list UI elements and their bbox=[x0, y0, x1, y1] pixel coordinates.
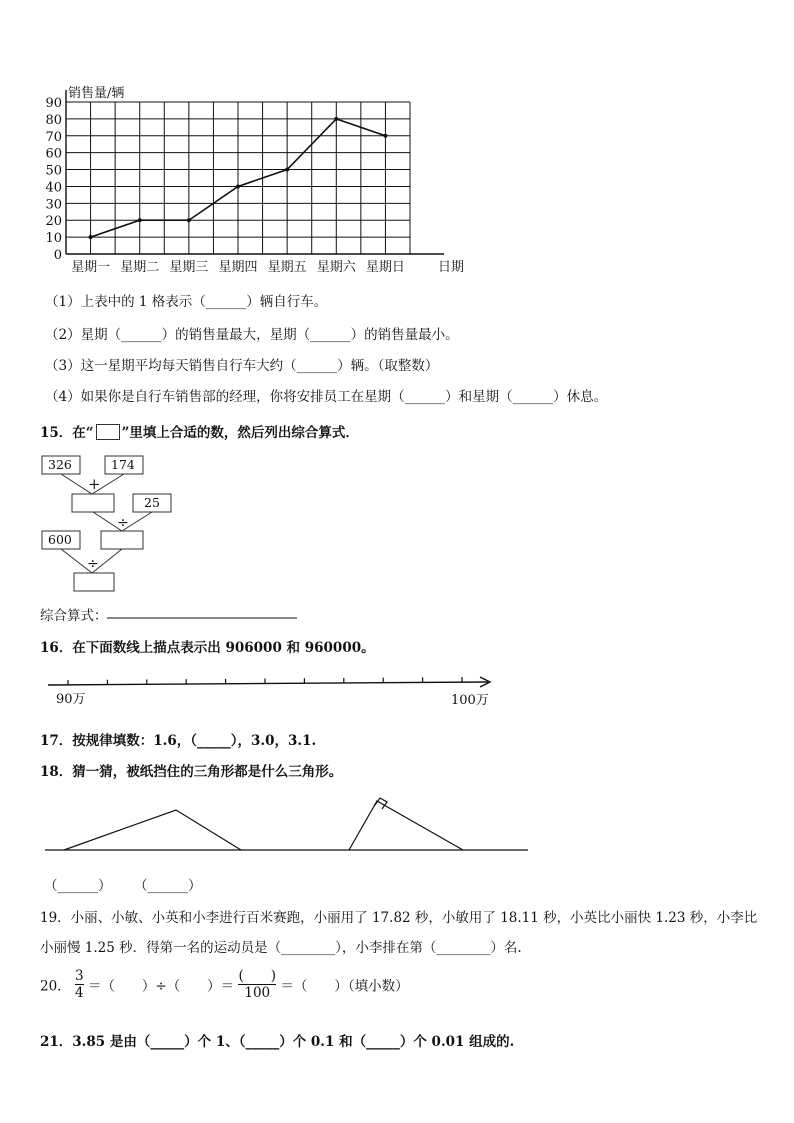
sales-point bbox=[89, 235, 93, 239]
blank-box-icon bbox=[96, 424, 120, 440]
sales-point bbox=[236, 184, 240, 188]
sales-point bbox=[187, 218, 191, 222]
y-tick-label: 40 bbox=[45, 180, 62, 196]
result-box-3 bbox=[74, 573, 114, 591]
q14-sub-4: （4）如果你是自行车销售部的经理，你将安排员工在星期（______）和星期（______）休息。 bbox=[45, 389, 608, 405]
y-tick-label: 20 bbox=[45, 214, 62, 230]
x-tick-label: 星期日 bbox=[365, 260, 405, 275]
y-tick-labels bbox=[45, 96, 62, 263]
y-axis-label: 销售量/辆 bbox=[68, 86, 125, 101]
x-tick-label: 星期一 bbox=[71, 260, 111, 275]
num-600: 600 bbox=[48, 532, 72, 547]
q16-question: 16．在下面数线上描点表示出 906000 和 960000。 bbox=[40, 640, 375, 656]
q17-question: 17．按规律填数：1.6，（_____），3.0，3.1. bbox=[40, 733, 317, 749]
y-tick-label: 10 bbox=[45, 231, 62, 247]
sales-point bbox=[383, 134, 387, 138]
q21-question: 21．3.85 是由（_____）个 1、（_____）个 0.1 和（_____）个 0.01 组成的. bbox=[40, 1034, 515, 1050]
q14-sub-2: （2）星期（______）的销售量最大，星期（______）的销售量最小。 bbox=[45, 327, 459, 343]
number-line-end: 100万 bbox=[451, 693, 489, 708]
q19-line-1: 19．小丽、小敏、小英和小李进行百米赛跑，小丽用了 17.82 秒，小敏用了 18.11 秒，小英比小丽快 1.23 秒，小李比 bbox=[40, 910, 758, 926]
q20-question: 20． $\frac{3}{4}$ ＝（ ）÷（ ）＝ $\frac{( )}{100}$ ＝（ ）（填小数） bbox=[40, 968, 409, 1001]
result-box-1 bbox=[72, 494, 114, 512]
q18-blank-1: （______） bbox=[44, 878, 112, 894]
y-tick-label: 0 bbox=[53, 248, 62, 263]
fraction-3-4: $\frac{3}{4}$ bbox=[74, 968, 84, 1001]
sales-point bbox=[285, 168, 289, 172]
op-divide-2: ÷ bbox=[87, 556, 99, 572]
q14-sub-3: （3）这一星期平均每天销售自行车大约（______）辆。（取整数） bbox=[45, 358, 439, 374]
x-tick-label: 星期五 bbox=[267, 260, 307, 275]
y-tick-label: 60 bbox=[45, 146, 62, 162]
chart-axes bbox=[66, 90, 444, 254]
num-326: 326 bbox=[48, 457, 72, 472]
x-tick-label: 星期四 bbox=[218, 260, 258, 275]
num-25: 25 bbox=[144, 495, 160, 510]
x-tick-labels bbox=[71, 260, 405, 275]
y-tick-label: 90 bbox=[45, 96, 62, 111]
op-plus: + bbox=[88, 475, 101, 493]
number-line bbox=[48, 677, 490, 687]
y-tick-label: 50 bbox=[45, 163, 62, 179]
triangle-2 bbox=[349, 801, 463, 850]
y-tick-label: 30 bbox=[45, 197, 62, 213]
q18-blank-2: （______） bbox=[134, 878, 202, 894]
triangle-1 bbox=[64, 810, 241, 850]
q15-formula-label: 综合算式： bbox=[40, 608, 108, 624]
q19-line-2: 小丽慢 1.25 秒．得第一名的运动员是（________），小李排在第（________）名. bbox=[40, 940, 522, 956]
x-tick-label: 星期二 bbox=[120, 260, 160, 275]
result-box-2 bbox=[101, 531, 143, 549]
sales-point bbox=[138, 218, 142, 222]
q18-question: 18．猜一猜，被纸挡住的三角形都是什么三角形。 bbox=[40, 764, 343, 780]
q15-question: 15．在“ ”里填上合适的数，然后列出综合算式． bbox=[40, 425, 359, 441]
q18-figures bbox=[45, 798, 528, 850]
x-axis-label: 日期 bbox=[438, 260, 465, 275]
chart-grid bbox=[66, 102, 410, 254]
sales-point bbox=[334, 117, 338, 121]
y-tick-label: 80 bbox=[45, 112, 62, 128]
op-divide-1: ÷ bbox=[117, 515, 129, 531]
x-tick-label: 星期六 bbox=[316, 260, 356, 275]
q15-diagram bbox=[42, 456, 171, 591]
fraction-blank-100: $\frac{( )}{100}$ bbox=[238, 968, 277, 1001]
number-line-start: 90万 bbox=[56, 692, 86, 707]
num-174: 174 bbox=[111, 457, 135, 472]
y-tick-label: 70 bbox=[45, 129, 62, 145]
q14-sub-1: （1）上表中的 1 格表示（______）辆自行车。 bbox=[45, 294, 328, 310]
x-tick-label: 星期三 bbox=[169, 260, 209, 275]
